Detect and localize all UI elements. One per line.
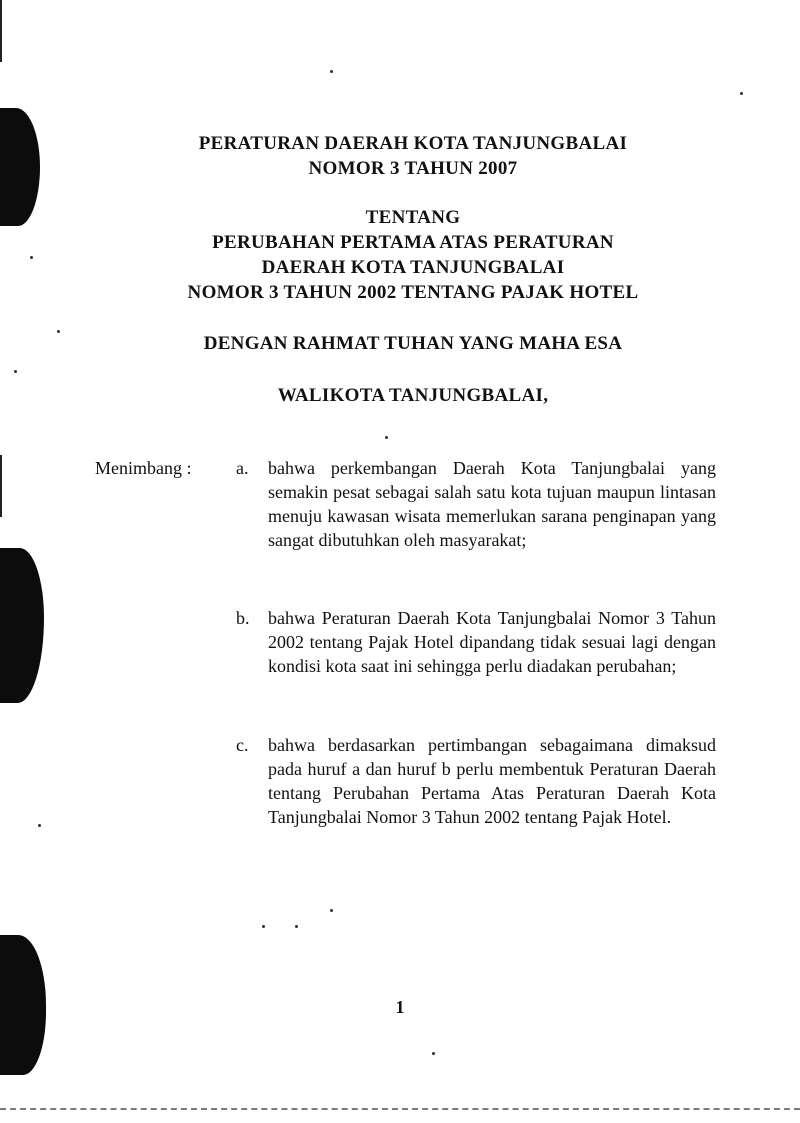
item-marker: a. xyxy=(236,458,249,478)
scan-speck xyxy=(432,1052,435,1055)
invocation-text: DENGAN RAHMAT TUHAN YANG MAHA ESA xyxy=(203,333,623,354)
scan-speck xyxy=(740,92,743,95)
scan-speck xyxy=(330,70,333,73)
title-line-1: PERATURAN DAERAH KOTA TANJUNGBALAI xyxy=(198,133,628,154)
item-text: bahwa Peraturan Daerah Kota Tanjungbalai Nomor 3 Tahun 2002 tentang Pajak Hotel dipandang tidak sesuai lagi dengan kondisi kota saat ini sehingga perlu diadakan perubahan; xyxy=(268,608,716,676)
scan-speck xyxy=(295,925,298,928)
item-marker: b. xyxy=(236,608,250,628)
title-line-2: NOMOR 3 TAHUN 2007 xyxy=(308,158,518,179)
scan-bottom-edge xyxy=(0,1108,800,1110)
item-text: bahwa perkembangan Daerah Kota Tanjungbalai yang semakin pesat sebagai salah satu kota tujuan maupun lintasan menuju kawasan wisata memerlukan sarana penginapan yang sangat dibutuhkan oleh masyarakat; xyxy=(268,458,716,550)
issuer xyxy=(0,383,800,408)
scan-speck xyxy=(385,436,388,439)
scan-edge-line xyxy=(0,455,2,517)
item-marker: c. xyxy=(236,735,249,755)
scan-artifact xyxy=(0,548,44,703)
issuer-text: WALIKOTA TANJUNGBALAI, xyxy=(277,385,549,406)
subject-line-3: NOMOR 3 TAHUN 2002 TENTANG PAJAK HOTEL xyxy=(187,282,639,303)
scan-speck xyxy=(262,925,265,928)
item-text: bahwa berdasarkan pertimbangan sebagaimana dimaksud pada huruf a dan huruf b perlu membentuk Peraturan Daerah tentang Perubahan Pertama Atas Peraturan Daerah Kota Tanjungbalai Nomor 3 Tahun 2002 tentang Pajak Hotel. xyxy=(268,735,716,827)
scan-edge-line xyxy=(0,0,2,62)
scan-speck xyxy=(14,370,17,373)
scan-speck xyxy=(330,909,333,912)
document-subject xyxy=(0,205,800,305)
menimbang-label: Menimbang : xyxy=(95,458,192,478)
subject-line-2: DAERAH KOTA TANJUNGBALAI xyxy=(261,257,565,278)
tentang-label: TENTANG xyxy=(365,207,461,228)
document-title xyxy=(0,131,800,181)
scan-speck xyxy=(38,824,41,827)
invocation xyxy=(0,331,800,356)
subject-line-1: PERUBAHAN PERTAMA ATAS PERATURAN xyxy=(212,232,614,253)
page-number: 1 xyxy=(395,997,405,1017)
